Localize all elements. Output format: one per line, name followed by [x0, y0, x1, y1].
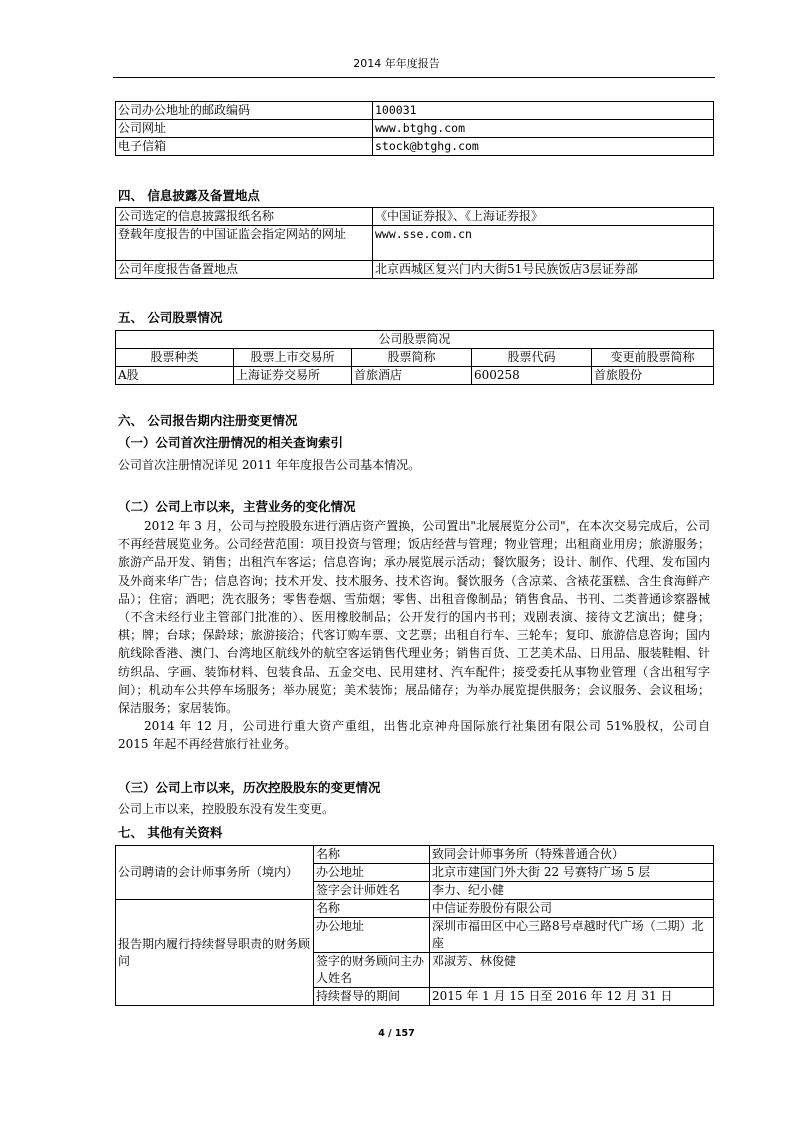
- table-row: [116, 261, 714, 279]
- restructuring-paragraph: 2014 年 12 月，公司进行重大资产重组，出售北京神舟国际旅行社集团有限公司 51%股权，公司自 2015 年起不再经营旅行社业务。: [118, 719, 710, 752]
- postcode-value: 100031: [373, 102, 714, 120]
- section6-sub1-heading: （一）公司首次注册情况的相关查询索引: [118, 435, 344, 450]
- table-row: [116, 331, 714, 349]
- table-row: [116, 120, 714, 138]
- advisor-signer-value: 邓淑芳、林俊健: [430, 953, 714, 988]
- section6-heading: 六、 公司报告期内注册变更情况: [118, 413, 298, 428]
- col-stock-type: 股票种类: [116, 349, 234, 367]
- accountant-address-value: 北京市建国门外大街 22 号赛特广场 5 层: [430, 864, 714, 882]
- accountant-name-value: 致同会计师事务所（特殊普通合伙）: [430, 846, 714, 864]
- table-header-row: [116, 349, 714, 367]
- section6-sub3-heading: （三）公司上市以来，历次控股股东的变更情况: [118, 780, 381, 795]
- col-code: 股票代码: [472, 349, 592, 367]
- section7-heading: 七、 其他有关资料: [118, 825, 223, 840]
- advisor-period-key: 持续督导的期间: [314, 988, 430, 1006]
- stock-table: [115, 330, 714, 385]
- contact-table: [115, 101, 714, 156]
- newspaper-value: 《中国证券报》、《上海证券报》: [373, 208, 714, 226]
- newspaper-label: 公司选定的信息披露报纸名称: [116, 208, 373, 226]
- col-former-name: 变更前股票简称: [592, 349, 714, 367]
- page-number: 4 / 157: [378, 1028, 415, 1039]
- advisor-signer-key: 签字的财务顾问主办人姓名: [314, 953, 430, 988]
- table-row: [116, 102, 714, 120]
- stock-type-value: A股: [116, 367, 234, 385]
- business-scope-paragraph: 2012 年 3 月，公司与控股股东进行酒店资产置换，公司置出"北展展览分公司"，在本次交易完成后，公司不再经营展览业务。公司经营范围：项目投资与管理；饭店经营与管理；物业管理；出租商业用房；旅游服务；旅游产品开发、销售；出租汽车客运；信息咨询；承办展览展示活动；餐饮服务；设计、制作、代理、发布国内及外商来华广告；信息咨询；技术开发、技术服务、技术咨询。餐饮服务（含凉菜、含裱花蛋糕、含生食海鲜产品）；住宿；酒吧；洗衣服务；零售卷烟、雪茄烟；零售、出租音像制品；销售食品、书刊、二类普通诊察器械（不含未经行业主管部门批准的）、医用橡胶制品；公开发行的国内书刊；戏剧表演、接待文艺演出；健身；棋；牌；台球；保龄球；旅游接洽；代客订购车票、文艺票；出租自行车、三轮车；复印、旅游信息咨询；国内航线除香港、澳门、台湾地区航线外的航空客运销售代理业务；销售百货、工艺美术品、日用品、服装鞋帽、针纺织品、字画、装饰材料、包装食品、五金交电、民用建材、汽车配件；接受委托从事物业管理（含出租写字间）；机动车公共停车场服务；举办展览；美术装饰；展品储存；为举办展览提供服务；会议服务、会议租场；保洁服务；家居装饰。: [118, 519, 710, 716]
- report-location-label: 公司年度报告备置地点: [116, 261, 373, 279]
- advisor-name-value: 中信证券股份有限公司: [430, 900, 714, 918]
- website-disclosure-label: 登载年度报告的中国证监会指定网站的网址: [116, 226, 373, 261]
- advisor-label: 报告期内履行持续督导职责的财务顾问: [116, 900, 314, 1006]
- website-value: www.btghg.com: [373, 120, 714, 138]
- section6-sub2-heading: （二）公司上市以来，主营业务的变化情况: [118, 499, 356, 514]
- table-row: [116, 208, 714, 226]
- col-short-name: 股票简称: [352, 349, 472, 367]
- stock-table-title: 公司股票简况: [116, 331, 714, 349]
- accountant-signer-value: 李力、纪小健: [430, 882, 714, 900]
- section6-sub1-text: 公司首次注册情况详见 2011 年年度报告公司基本情况。: [118, 458, 421, 472]
- header-divider: [113, 77, 715, 78]
- table-row: [116, 138, 714, 156]
- former-name-value: 首旅股份: [592, 367, 714, 385]
- table-row: [116, 900, 714, 918]
- website-label: 公司网址: [116, 120, 373, 138]
- accountant-label: 公司聘请的会计师事务所（境内）: [116, 846, 314, 900]
- page-header-title: 2014 年年度报告: [353, 57, 440, 70]
- postcode-label: 公司办公地址的邮政编码: [116, 102, 373, 120]
- accountant-name-key: 名称: [314, 846, 430, 864]
- advisor-period-value: 2015 年 1 月 15 日至 2016 年 12 月 31 日: [430, 988, 714, 1006]
- section6-sub3-text: 公司上市以来，控股股东没有发生变更。: [118, 802, 335, 816]
- section6-sub2-body: [118, 517, 710, 754]
- table-row: [116, 367, 714, 385]
- short-name-value: 首旅酒店: [352, 367, 472, 385]
- accountant-address-key: 办公地址: [314, 864, 430, 882]
- accountant-signer-key: 签字会计师姓名: [314, 882, 430, 900]
- col-exchange: 股票上市交易所: [234, 349, 352, 367]
- report-location-value: 北京西城区复兴门内大街51号民族饭店3层证券部: [373, 261, 714, 279]
- section5-heading: 五、 公司股票情况: [118, 310, 223, 325]
- advisor-address-value: 深圳市福田区中心三路8号卓越时代广场（二期）北座: [430, 918, 714, 953]
- advisor-address-key: 办公地址: [314, 918, 430, 953]
- email-value: stock@btghg.com: [373, 138, 714, 156]
- table-row: [116, 226, 714, 261]
- email-label: 电子信箱: [116, 138, 373, 156]
- other-info-table: [115, 845, 714, 1006]
- website-disclosure-value: www.sse.com.cn: [373, 226, 714, 261]
- disclosure-table: [115, 207, 714, 279]
- section4-heading: 四、 信息披露及备置地点: [118, 188, 260, 203]
- advisor-name-key: 名称: [314, 900, 430, 918]
- table-row: [116, 846, 714, 864]
- exchange-value: 上海证券交易所: [234, 367, 352, 385]
- code-value: 600258: [472, 367, 592, 385]
